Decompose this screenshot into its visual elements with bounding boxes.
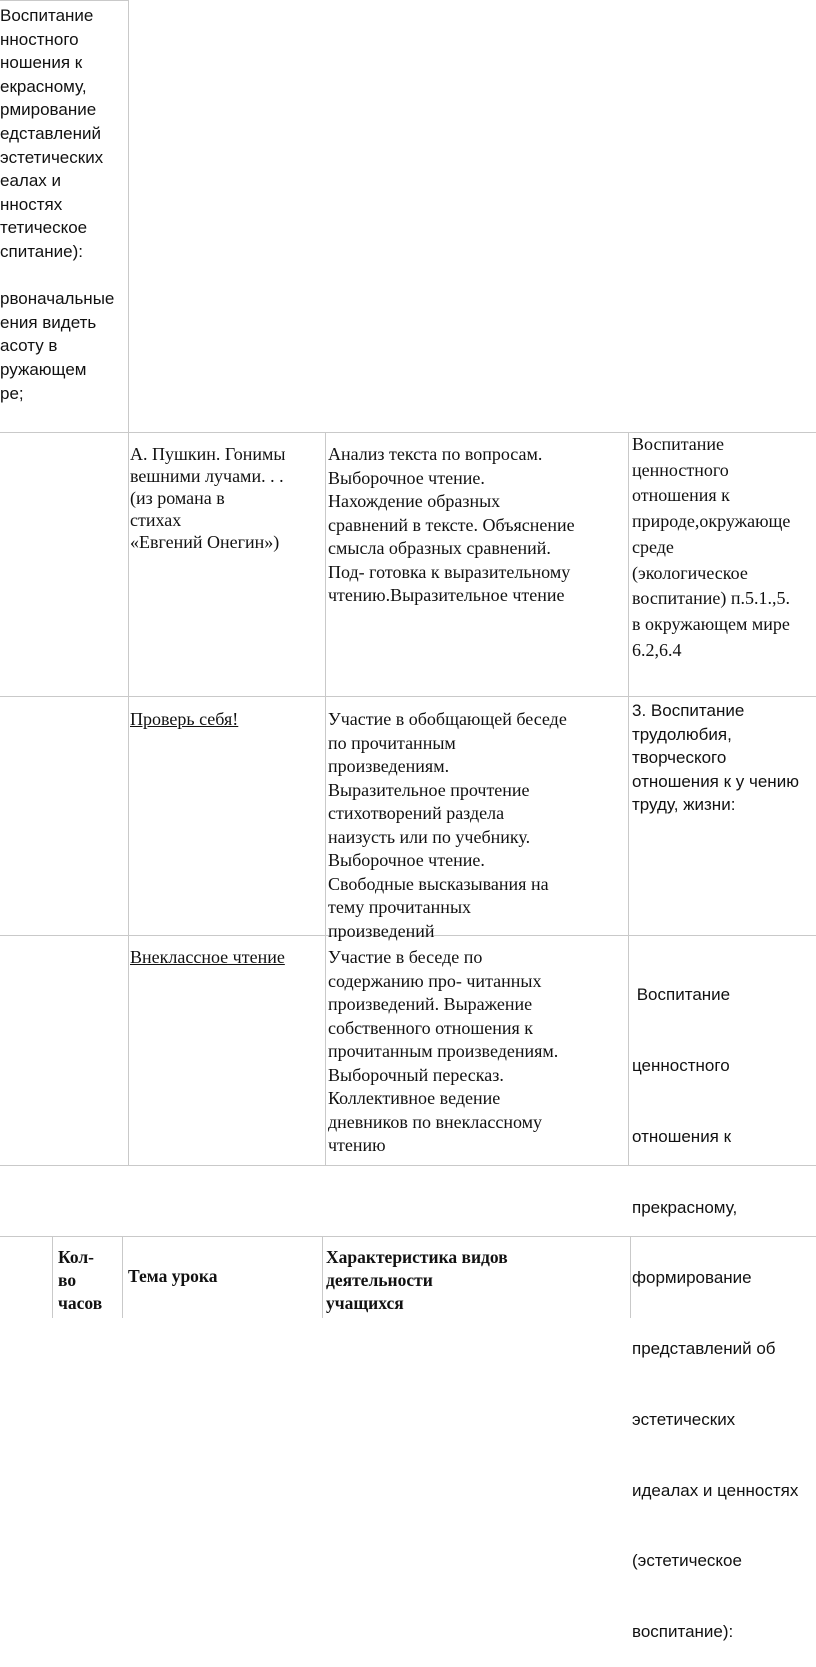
row2-values-cell: Воспитание ценностного отношения к природе,окружающе среде (экологическое воспитание) п.5.1.,5. в окружающем мире 6.2,6.4	[632, 434, 791, 660]
col-divider-1	[128, 0, 129, 1165]
row-divider-2	[0, 696, 816, 697]
header-col-divider-2	[122, 1236, 123, 1318]
row3-values-cell: 3. Воспитание трудолюбия, творческого отношения к у чению труду, жизни:	[632, 701, 799, 815]
row1-values-cell: Воспитание нностного ношения к екрасному, рмирование едставлений эстетических еалах и нностях тетическое спитание): рвоначальные ения видеть асоту в ружающем ре;	[0, 6, 115, 403]
row3-activity-cell: Участие в обобщающей беседе по прочитанным произведениям. Выразительное прочтение стихотворений раздела наизусть или по учебнику. Выборочное чтение. Свободные высказывания на тему прочитанных произведений	[328, 709, 567, 941]
row4-values-cell: Воспитание ценностного отношения к прекрасному, формирование представлений об эстетических идеалах и ценностях (эстетическое воспитание):	[632, 985, 799, 1642]
header-col-divider-1	[52, 1236, 53, 1318]
header-activity: Характеристика видов деятельности учащихся	[326, 1247, 508, 1313]
row4-activity-cell: Участие в беседе по содержанию про- читанных произведений. Выражение собственного отношения к прочитанным произведениям. Выборочный пересказ. Коллективное ведение дневников по внеклассному чтению	[328, 947, 559, 1155]
header-topic: Тема урока	[128, 1266, 218, 1286]
row2-activity-cell: Анализ текста по вопросам. Выборочное чтение. Нахождение образных сравнений в тексте. Объяснение смысла образных сравнений. Под- готовка к выразительному чтению.Выразительное чтение	[328, 444, 575, 605]
table-top-border	[0, 0, 128, 1]
header-hours: Кол- во часов	[58, 1247, 103, 1313]
col-divider-2	[325, 432, 326, 1165]
row3-topic-link[interactable]: Проверь себя!	[130, 709, 239, 729]
row4-topic-link[interactable]: Внеклассное чтение	[130, 947, 285, 967]
header-col-divider-3	[322, 1236, 323, 1318]
col-divider-3	[628, 432, 629, 1165]
header-col-divider-4	[630, 1236, 631, 1318]
row2-topic-cell: А. Пушкин. Гонимы вешними лучами. . . (из романа в стихах «Евгений Онегин»)	[130, 444, 286, 552]
